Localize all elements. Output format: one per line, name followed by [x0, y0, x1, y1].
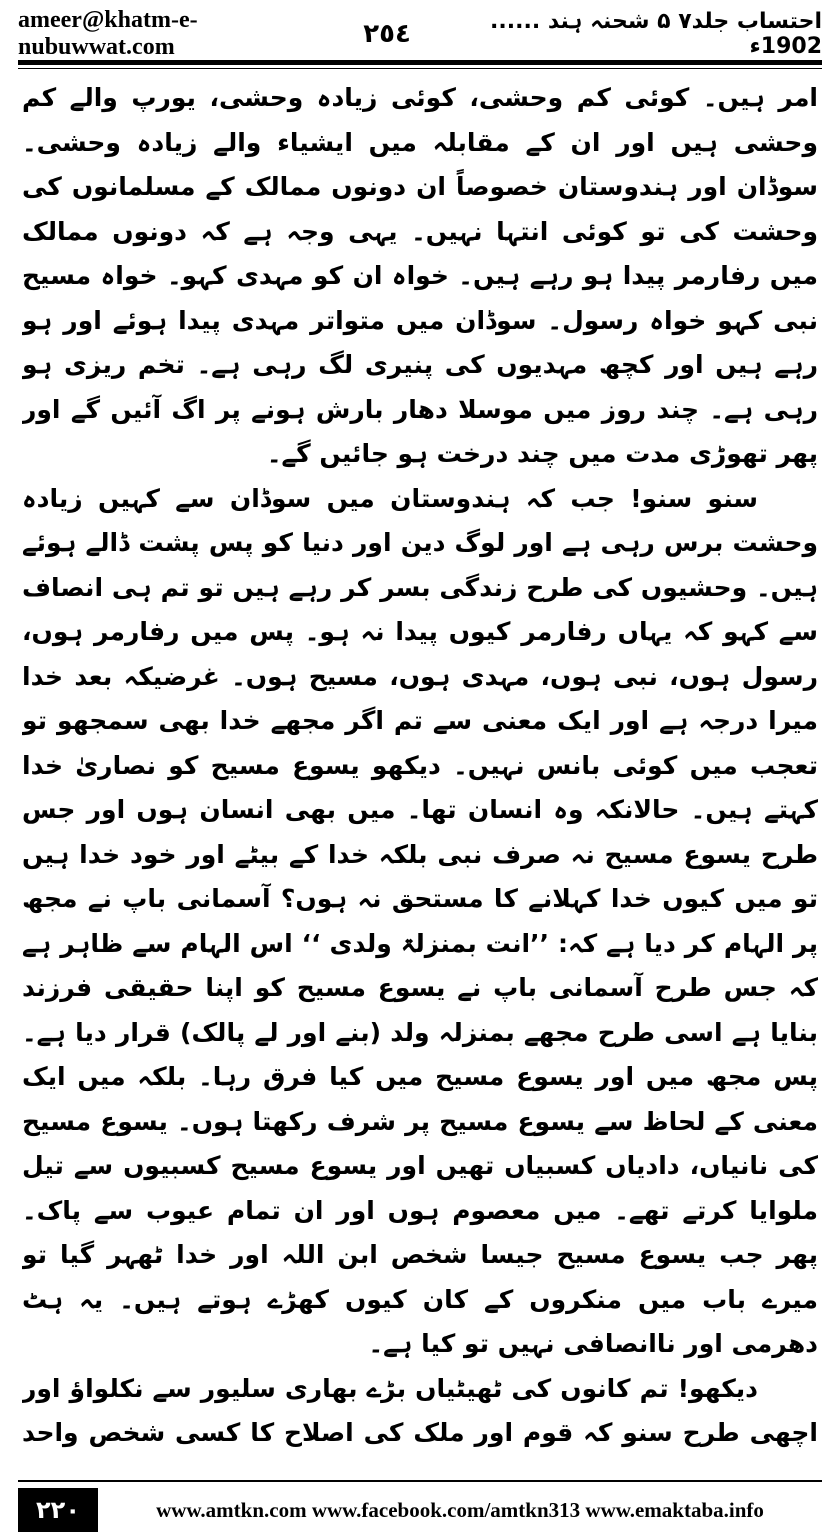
header-rule-thin: [18, 68, 822, 69]
page-header: [18, 7, 822, 60]
page-footer: [18, 1488, 822, 1532]
footer-links: www.amtkn.com www.facebook.com/amtkn313 www.emaktaba.info: [156, 1497, 764, 1522]
footer-rule: [18, 1480, 822, 1482]
page-number-badge: [18, 1488, 98, 1532]
header-rule-thick: [18, 60, 822, 65]
header-left: [18, 7, 411, 61]
original-page-number: ٢٥٤: [363, 19, 411, 49]
book-title: احتساب جلد۷ ۵ شحنہ ہند ...... 1902ء: [490, 9, 822, 59]
paragraph-3: دیکھو! تم کانوں کی ٹھیٹیاں بڑے بھاری سلیور سے نکلواؤ اور اچھی طرح سنو کہ قوم اور ملک کی اصلاح کا کسی شخص واحد: [22, 1373, 818, 1447]
body-text: [22, 76, 818, 1454]
page-number: ٢٢٠: [36, 1496, 80, 1524]
paragraph-1: امر ہیں۔ کوئی کم وحشی، کوئی زیادہ وحشی، یورپ والے کم وحشی ہیں اور ان کے مقابلہ میں ایشیاء والے زیادہ وحشی۔ سوڈان اور ہندوستان خصوصاً ان دونوں ممالک کے مسلمانوں کی وحشت کی تو کوئی انتہا نہیں۔ یہی وجہ ہے کہ دونوں ممالک میں رفارمر پیدا ہو رہے ہیں۔ خواہ ان کو مہدی کہو۔ خواہ مسیح نبی کہو خواہ رسول۔ سوڈان میں متواتر مہدی پیدا ہوئے اور ہو رہے ہیں اور کچھ مہدیوں کی پنیری لگ رہی ہے۔ تخم ریزی ہو رہی ہے۔ چند روز میں موسلا دھار بارش ہونے پر اگ آئیں گے اور پھر تھوڑی مدت میں چند درخت ہو جائیں گے۔: [22, 83, 818, 468]
header-email: ameer@khatm-e-nubuwwat.com: [18, 7, 198, 60]
paragraph-2: سنو سنو! جب کہ ہندوستان میں سوڈان سے کہیں زیادہ وحشت برس رہی ہے اور لوگ دین اور دنیا کو پس پشت ڈالے ہوئے ہیں۔ وحشیوں کی طرح زندگی بسر کر رہے ہیں تو تم ہی انصاف سے کہو کہ یہاں رفارمر کیوں پیدا نہ ہو۔ پس میں رفارمر ہوں، رسول ہوں، نبی ہوں، مہدی ہوں، مسیح ہوں۔ غرضیکہ بعد خدا میرا درجہ ہے اور ایک معنی سے تم اگر مجھے خدا بھی سمجھو تو تعجب میں کوئی بانس نہیں۔ دیکھو یسوع مسیح کو نصاریٰ خدا کہتے ہیں۔ حالانکہ وہ انسان تھا۔ میں بھی انسان ہوں اور جس طرح یسوع مسیح نہ صرف نبی بلکہ خدا کے بیٹے اور خود خدا ہیں تو میں کیوں خدا کہلانے کا مستحق نہ ہوں؟ آسمانی باپ نے مجھ پر الہام کر دیا ہے کہ: ’’انت بمنزلۃ ولدی ‘‘ اس الہام سے ظاہر ہے کہ جس طرح آسمانی باپ نے یسوع مسیح کو اپنا حقیقی فرزند بنایا ہے اسی طرح مجھے بمنزلہ ولد (بنے اور لے پالک) قرار دیا ہے۔ پس مجھ میں اور یسوع مسیح میں کیا فرق رہا۔ بلکہ میں ایک معنی کے لحاظ سے یسوع مسیح پر شرف رکھتا ہوں۔ یسوع مسیح کی نانیاں، دادیاں کسبیاں تھیں اور یسوع مسیح کسبیوں سے تیل ملوایا کرتے تھے۔ میں معصوم ہوں اور ان تمام عیوب سے پاک۔ پھر جب یسوع مسیح جیسا شخص ابن اللہ اور خدا ٹھہر گیا تو میرے باب میں منکروں کے کان کیوں کھڑے ہوتے ہیں۔ یہ ہٹ دھرمی اور ناانصافی نہیں تو کیا ہے۔: [22, 483, 818, 1358]
